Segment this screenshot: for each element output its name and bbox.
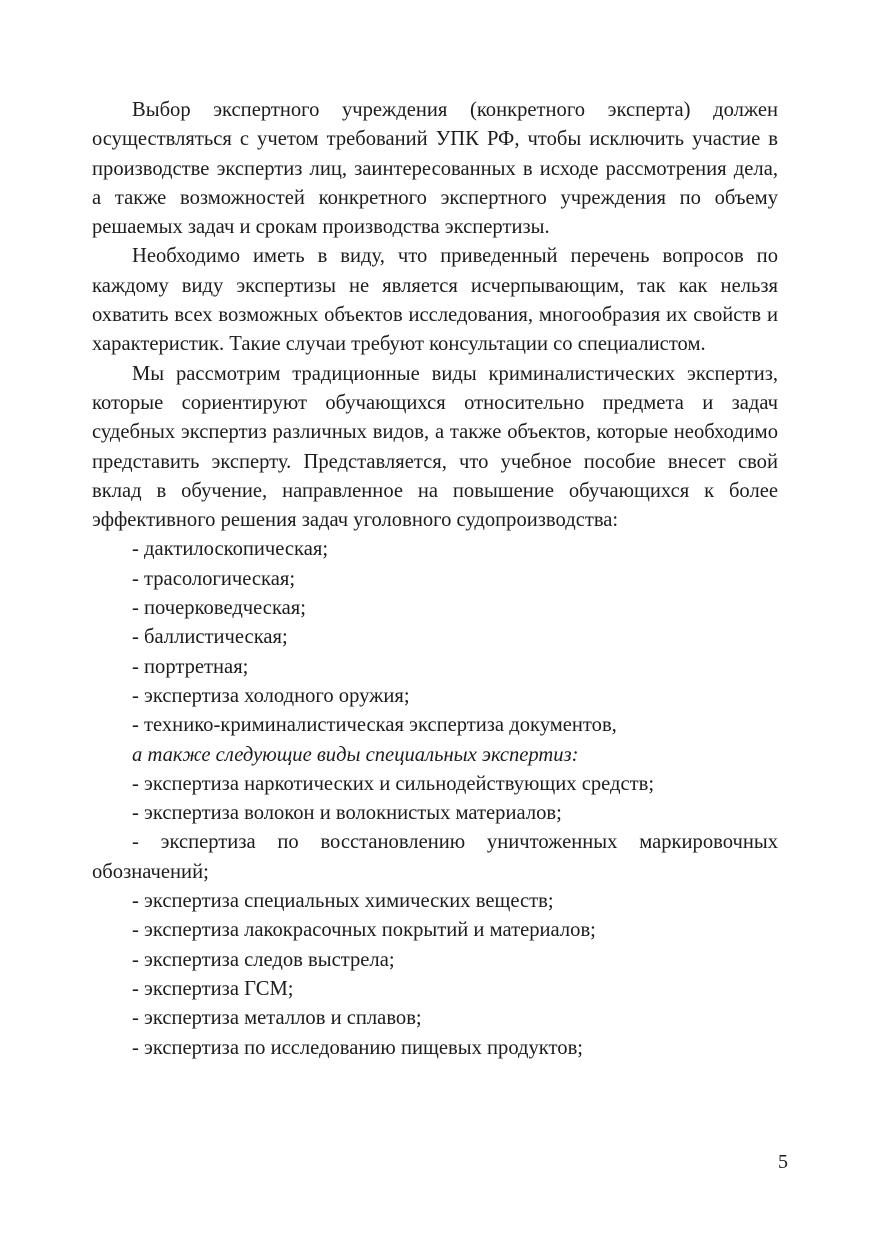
list-item: - экспертиза следов выстрела; (132, 948, 395, 971)
special-expertise-heading: а также следующие виды специальных экспертиз: (132, 743, 579, 766)
list-item: - трасологическая; (132, 567, 296, 590)
list-item: - экспертиза ГСМ; (132, 977, 294, 1000)
criminalistic-expertise-list (92, 535, 778, 740)
page-number: 5 (778, 1151, 788, 1173)
list-item: - экспертиза специальных химических веществ; (132, 890, 554, 913)
special-expertise-list (92, 770, 778, 1063)
page-body (92, 96, 778, 1063)
list-item: - экспертиза лакокрасочных покрытий и материалов; (132, 919, 596, 942)
list-item: - экспертиза металлов и сплавов; (132, 1007, 422, 1030)
list-item: - дактилоскопическая; (132, 538, 329, 561)
paragraph-expert-choice: Выбор экспертного учреждения (конкретного эксперта) должен осуществляться с учетом требований УПК РФ, чтобы исключить участие в производстве экспертиз лиц, заинтересованных в исходе рассмотрения дела, а также возможностей конкретного экспертного учреждения по объему решаемых задач и срокам производства экспертизы. (92, 99, 778, 239)
list-item: - почерковедческая; (132, 597, 306, 620)
list-item: - экспертиза волокон и волокнистых материалов; (132, 802, 562, 825)
list-item: - экспертиза по исследованию пищевых продуктов; (132, 1036, 584, 1059)
list-item: - экспертиза холодного оружия; (132, 684, 410, 707)
list-item: - технико-криминалистическая экспертиза документов, (132, 714, 617, 737)
list-item: - экспертиза наркотических и сильнодействующих средств; (132, 772, 655, 795)
list-item: - баллистическая; (132, 626, 288, 649)
paragraph-expertise-types-intro: Мы рассмотрим традиционные виды криминалистических экспертиз, которые сориентируют обучающихся относительно предмета и задач судебных экспертиз различных видов, а также объектов, которые необходимо представить эксперту. Представляется, что учебное пособие внесет свой вклад в обучение, направленное на повышение обучающихся к более эффективного решения задач уголовного судопроизводства: (92, 362, 778, 532)
list-item: - экспертиза по восстановлению уничтоженных маркировочных обозначений; (92, 831, 778, 883)
list-item: - портретная; (132, 655, 249, 678)
paragraph-question-list-note: Необходимо иметь в виду, что приведенный перечень вопросов по каждому виду экспертизы не является исчерпывающим, так как нельзя охватить всех возможных объектов исследования, многообразия их свойств и характеристик. Такие случаи требуют консультации со специалистом. (92, 245, 778, 356)
